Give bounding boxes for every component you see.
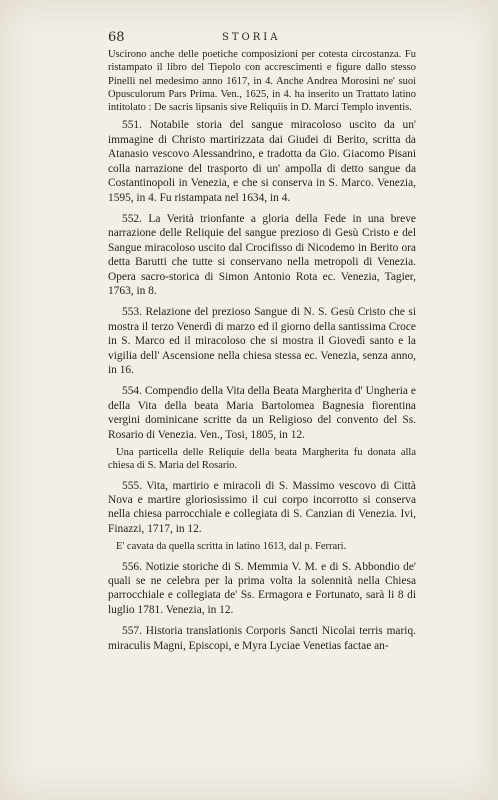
entry-553 — [108, 305, 416, 377]
entry-text: Notabile storia del sangue miracoloso uscito da un' immagine di Christo martirizzata dai Giudei di Berito, scritta da Atanasio vescovo Alessandrino, e tradotta da Gio. Giacomo Pisani colla narrazione del trasporto di un' ampolla di detto sangue da Costantinopoli in Venezia, e che si conserva in S. Marco. Venezia, 1595, in 4. Fu ristampata nel 1634, in 4. — [108, 119, 416, 204]
entry-number: 556. — [122, 560, 142, 573]
entry-555 — [108, 479, 416, 537]
entry-556 — [108, 560, 416, 618]
entry-text: Compendio della Vita della Beata Margherita d' Ungheria e della Vita della beata Maria Bartolomea Bagnesia fiorentina vergini dominicane scritte da un Religioso del convento del Ss. Rosario di Venezia. Ven., Tosi, 1805, in 12. — [108, 385, 416, 441]
entry-number: 557. — [122, 625, 142, 638]
entry-551 — [108, 118, 416, 204]
entry-text: La Verità trionfante a gloria della Fede in una breve narrazione delle Reliquie del sangue prezioso di Gesù Cristo e del Sangue miracoloso uscito dal Crocifisso di Nicodemo in Berito ora detta Barutti che tutte si conservano nella metropoli di Venezia. Opera sacro-storica di Simon Antonio Rota ec. Venezia, Tagier, 1763, in 8. — [108, 212, 416, 297]
entry-557 — [108, 624, 416, 653]
entry-text: Vita, martirio e miracoli di S. Massimo vescovo di Città Nova e martire gloriosissimo il cui corpo incorrotto si conserva nella chiesa parrocchiale e collegiata di S. Canzian di Venezia. Ivi, Finazzi, 1717, in 12. — [108, 479, 416, 535]
entry-554-note: Una particella delle Reliquie della beata Margherita fu donata alla chiesa di S. Maria del Rosario. — [108, 447, 416, 472]
page-body — [108, 48, 416, 653]
entry-text: Historia translationis Corporis Sancti Nicolai terris mariq. miraculis Magni, Episcopi, e Myra Lyciae Venetias factae an- — [108, 625, 416, 652]
page-number: 68 — [108, 30, 125, 45]
entry-number: 551. — [122, 119, 142, 132]
page-edge — [492, 0, 498, 800]
entry-text: Relazione del prezioso Sangue di N. S. Gesù Cristo che si mostra il terzo Venerdì di marzo ed il giorno della santissima Croce in S. Marco ed il miracoloso che si mostra il Giovedì santo e la vigilia dell' Ascensione nella chiesa stessa ec. Venezia, senza anno, in 16. — [108, 306, 416, 376]
entry-number: 552. — [122, 212, 142, 225]
entry-number: 554. — [122, 385, 142, 398]
entry-text: Notizie storiche di S. Memmia V. M. e di S. Abbondio de' quali se ne celebra per la prima volta la solennità nella Chiesa parrocchiale e collegiata de' Ss. Ermagora e Fortunato, sarà li 8 di luglio 1781. Venezia, in 12. — [108, 560, 416, 616]
entry-554 — [108, 384, 416, 442]
entry-552 — [108, 212, 416, 298]
entry-number: 553. — [122, 306, 142, 319]
entry-555-note: E' cavata da quella scritta in latino 1613, dal p. Ferrari. — [116, 541, 347, 553]
running-title: STORIA — [222, 32, 281, 43]
entry-number: 555. — [122, 479, 142, 492]
intro-paragraph: Uscirono anche delle poetiche composizioni per cotesta circostanza. Fu ristampato il libro del Tiepolo con accrescimenti e figure dallo stesso Pinelli nel medesimo anno 1617, in 4. Anche Andrea Morosini ne' suoi Opusculorum Pars Prima. Ven., 1625, in 4. ha inserito un Trattato latino intitolato : De sacris lipsanis sive Reliquiis in D. Marci Templo inventis. — [108, 49, 416, 114]
page-header — [108, 30, 408, 46]
